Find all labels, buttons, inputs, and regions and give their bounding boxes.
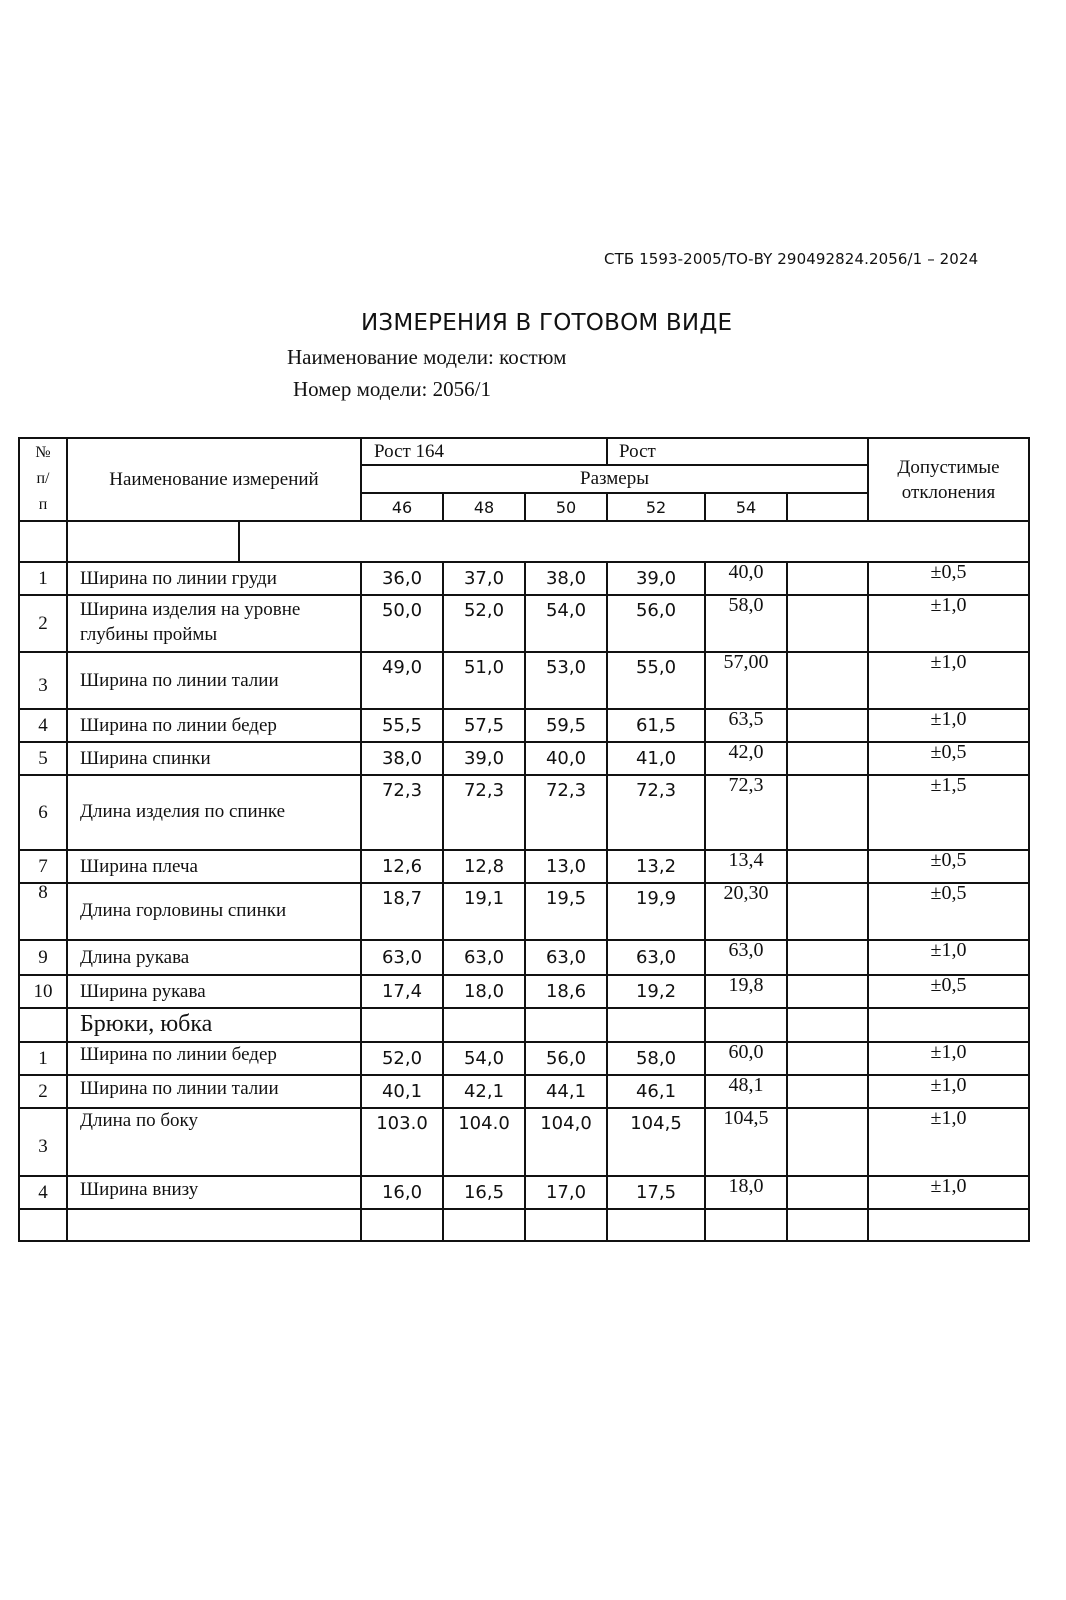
tolerance: ±1,0: [930, 594, 967, 616]
row-name: Ширина плеча: [80, 856, 198, 877]
value-52: 17,5: [635, 1182, 677, 1203]
table-border-right: [1028, 437, 1030, 1242]
col-divider-height-split: [606, 437, 608, 466]
value-46: 36,0: [381, 568, 423, 589]
value-46: 63,0: [381, 947, 423, 968]
value-46: 17,4: [381, 981, 423, 1002]
value-50: 59,5: [545, 715, 587, 736]
value-54: 48,1: [728, 1074, 764, 1096]
value-46: 18,7: [381, 888, 423, 909]
value-50: 44,1: [545, 1081, 587, 1102]
row-name: Ширина внизу: [80, 1178, 199, 1200]
value-48: 72,3: [463, 780, 505, 801]
tolerance: ±1,5: [930, 774, 967, 796]
header-index-line2: п/: [36, 470, 50, 487]
row-name: Длина горловины спинки: [80, 899, 287, 921]
header-index-line1: №: [35, 444, 51, 461]
value-46: 38,0: [381, 748, 423, 769]
tolerance: ±1,0: [930, 939, 967, 961]
value-50: 54,0: [545, 600, 587, 621]
value-48: 52,0: [463, 600, 505, 621]
value-54: 13,4: [728, 849, 764, 871]
value-52: 58,0: [635, 1048, 677, 1069]
value-48: 51,0: [463, 657, 505, 678]
header-height-2: Рост: [619, 440, 656, 462]
value-52: 39,0: [635, 568, 677, 589]
row-index: 4: [38, 1181, 48, 1203]
row-index: 2: [38, 1080, 48, 1102]
header-size-46: 46: [391, 497, 413, 517]
tolerance: ±1,0: [930, 1041, 967, 1063]
header-tolerance-line1: Допустимые: [897, 457, 1000, 478]
value-48: 37,0: [463, 568, 505, 589]
row-index: 4: [38, 714, 48, 736]
value-50: 40,0: [545, 748, 587, 769]
value-50: 56,0: [545, 1048, 587, 1069]
header-size-48: 48: [473, 497, 495, 517]
page-title: ИЗМЕРЕНИЯ В ГОТОВОМ ВИДЕ: [361, 310, 733, 336]
value-54: 18,0: [728, 1175, 764, 1197]
value-48: 63,0: [463, 947, 505, 968]
value-54: 60,0: [728, 1041, 764, 1063]
tolerance: ±0,5: [930, 974, 967, 996]
tolerance: ±0,5: [930, 882, 967, 904]
row-index: 5: [38, 747, 48, 769]
row-name: Ширина по линии талии: [80, 1077, 279, 1099]
header-height-164: Рост 164: [374, 440, 445, 462]
model-number: Номер модели: 2056/1: [293, 377, 491, 401]
value-46: 50,0: [381, 600, 423, 621]
value-54: 63,0: [728, 939, 764, 961]
section-title-trousers-skirt: Брюки, юбка: [80, 1011, 213, 1037]
row-index: 3: [38, 1136, 48, 1157]
row-name: Ширина по линии талии: [80, 669, 279, 691]
row-name: Ширина по линии груди: [80, 568, 277, 589]
value-50: 53,0: [545, 657, 587, 678]
row-index: 7: [38, 855, 48, 877]
tolerance: ±0,5: [930, 741, 967, 763]
value-54: 104,5: [723, 1107, 769, 1129]
value-46: 103.0: [376, 1113, 428, 1134]
value-48: 54,0: [463, 1048, 505, 1069]
header-size-52: 52: [645, 497, 667, 517]
row-name: Ширина спинки: [80, 748, 211, 769]
row-index: 2: [38, 612, 48, 634]
header-tolerance: [869, 440, 1028, 520]
header-sizes-label: Размеры: [580, 468, 649, 489]
value-48: 18,0: [463, 981, 505, 1002]
row-name: Длина по боку: [80, 1109, 199, 1131]
value-48: 12,8: [463, 856, 505, 877]
value-50: 18,6: [545, 981, 587, 1002]
value-50: 17,0: [545, 1182, 587, 1203]
value-50: 72,3: [545, 780, 587, 801]
value-46: 55,5: [381, 715, 423, 736]
value-46: 52,0: [381, 1048, 423, 1069]
row-name: Длина изделия по спинке: [80, 800, 286, 822]
header-size-50: 50: [555, 497, 577, 517]
row-index: 8: [38, 882, 48, 903]
value-46: 49,0: [381, 657, 423, 678]
col-divider-54-header: [786, 492, 788, 522]
value-48: 42,1: [463, 1081, 505, 1102]
document-code: СТБ 1593-2005/ТО-BY 290492824.2056/1 – 2024: [604, 250, 979, 268]
value-46: 72,3: [381, 780, 423, 801]
value-50: 19,5: [545, 888, 587, 909]
value-48: 16,5: [463, 1182, 505, 1203]
value-48: 104.0: [458, 1113, 510, 1134]
row-name: Длина рукава: [80, 947, 190, 968]
value-52: 41,0: [635, 748, 677, 769]
value-52: 56,0: [635, 600, 677, 621]
value-54: 63,5: [728, 708, 764, 730]
header-index-line3: п: [38, 496, 48, 513]
row-index: 6: [38, 801, 48, 823]
header-tolerance-line2: отклонения: [901, 482, 996, 503]
value-52: 63,0: [635, 947, 677, 968]
tolerance: ±1,0: [930, 1074, 967, 1096]
row-index: 3: [38, 674, 48, 696]
value-52: 19,2: [635, 981, 677, 1002]
value-54: 19,8: [728, 974, 764, 996]
model-name: Наименование модели: костюм: [287, 345, 567, 369]
value-54: 42,0: [728, 741, 764, 763]
value-48: 19,1: [463, 888, 505, 909]
row-name: Ширина по линии бедер: [80, 1043, 277, 1065]
header-name: Наименование измерений: [109, 469, 319, 490]
value-52: 55,0: [635, 657, 677, 678]
col-divider-empty-row: [238, 520, 240, 563]
tolerance: ±1,0: [930, 651, 967, 673]
tolerance: ±0,5: [930, 561, 967, 583]
row-name: Ширина по линии бедер: [80, 715, 277, 736]
value-46: 40,1: [381, 1081, 423, 1102]
tolerance: ±0,5: [930, 849, 967, 871]
value-52: 19,9: [635, 888, 677, 909]
value-52: 104,5: [630, 1113, 682, 1134]
tolerance: ±1,0: [930, 1107, 967, 1129]
value-46: 12,6: [381, 856, 423, 877]
value-46: 16,0: [381, 1182, 423, 1203]
tolerance: ±1,0: [930, 1175, 967, 1197]
value-48: 57,5: [463, 715, 505, 736]
value-50: 38,0: [545, 568, 587, 589]
row-name: Ширина рукава: [80, 981, 206, 1002]
col-divider-54: [786, 561, 788, 1242]
row-index: 9: [38, 946, 48, 968]
value-48: 39,0: [463, 748, 505, 769]
row-name: Ширина изделия на уровне глубины проймы: [80, 599, 301, 645]
value-52: 72,3: [635, 780, 677, 801]
value-52: 61,5: [635, 715, 677, 736]
header-index: [20, 440, 66, 520]
value-54: 72,3: [728, 774, 764, 796]
header-size-54: 54: [735, 497, 757, 517]
value-54: 57,00: [723, 651, 769, 673]
row-index: 10: [33, 980, 53, 1002]
value-50: 104,0: [540, 1113, 592, 1134]
value-50: 13,0: [545, 856, 587, 877]
row-index: 1: [38, 1047, 48, 1069]
value-54: 20,30: [723, 882, 769, 904]
value-54: 58,0: [728, 594, 764, 616]
value-52: 46,1: [635, 1081, 677, 1102]
value-52: 13,2: [635, 856, 677, 877]
value-54: 40,0: [728, 561, 764, 583]
row-index: 1: [38, 567, 48, 589]
tolerance: ±1,0: [930, 708, 967, 730]
value-50: 63,0: [545, 947, 587, 968]
